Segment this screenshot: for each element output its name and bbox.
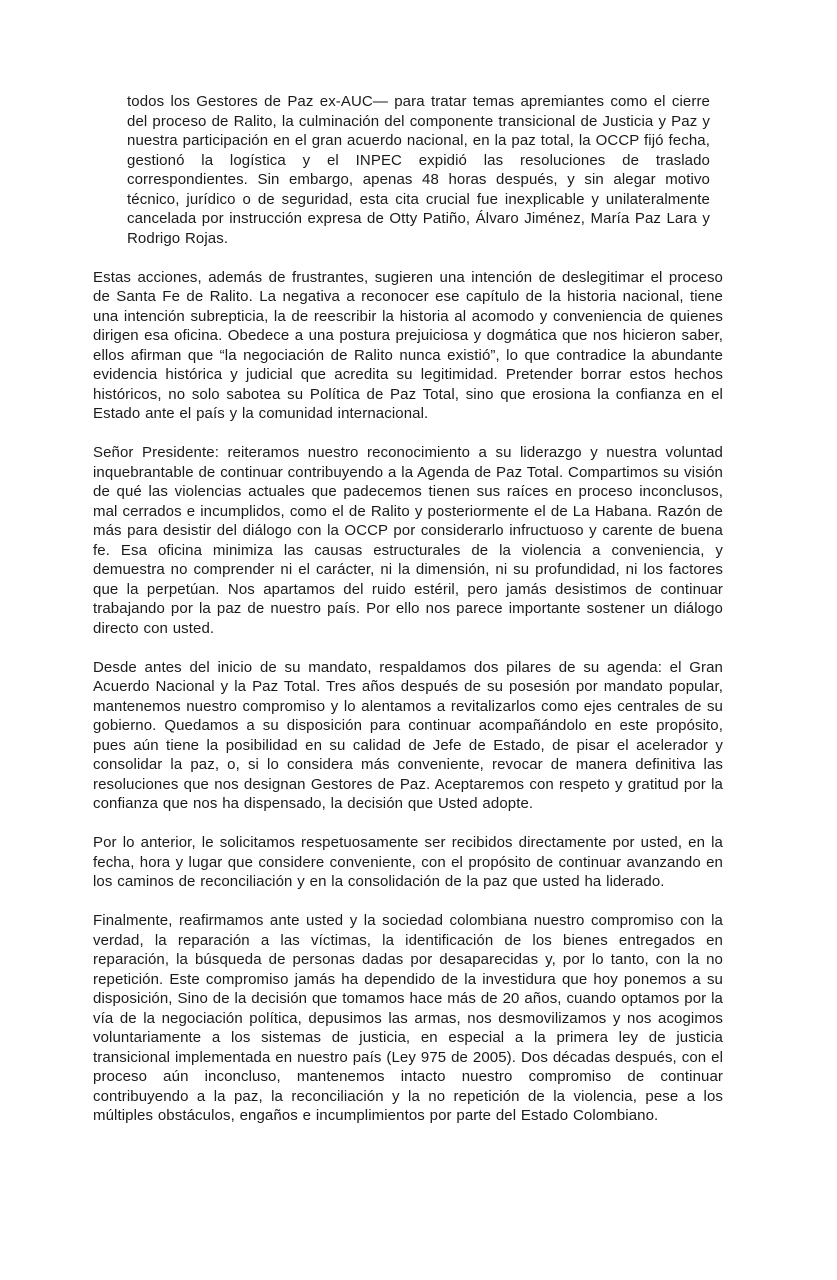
paragraph-solicitud-audiencia: Por lo anterior, le solicitamos respetuosamente ser recibidos directamente por usted, en la fecha, hora y lugar que considere conveniente, con el propósito de continuar avanzando en los caminos de reconciliación y en la consolidación de la paz que usted ha liderado. xyxy=(93,834,723,890)
paragraph-compromiso-final: Finalmente, reafirmamos ante usted y la sociedad colombiana nuestro compromiso con la verdad, la reparación a las víctimas, la identificación de los bienes entregados en reparación, la búsqueda de personas dadas por desaparecidas y, por lo tanto, con la no repetición. Este compromiso jamás ha dependido de la investidura que hoy ponemos a su disposición, Sino de la decisión que tomamos hace más de 20 años, cuando optamos por la vía de la negociación política, depusimos las armas, nos desmovilizamos y nos acogimos voluntariamente a los sistemas de justicia, en especial a la primera ley de justicia transicional implementada en nuestro país (Ley 975 de 2005). Dos décadas después, con el proceso aún inconcluso, mantenemos intacto nuestro compromiso de continuar contribuyendo a la paz, la reconciliación y la no repetición de la violencia, pese a los múltiples obstáculos, engaños e incumplimientos por parte del Estado Colombiano. xyxy=(93,912,723,1124)
paragraph-senor-presidente: Señor Presidente: reiteramos nuestro reconocimiento a su liderazgo y nuestra voluntad inquebrantable de continuar contribuyendo a la Agenda de Paz Total. Compartimos su visión de qué las violencias actuales que padecemos tienen sus raíces en proceso inconclusos, mal cerrados e incumplidos, como el de Ralito y posteriormente el de La Habana. Razón de más para desistir del diálogo con la OCCP por considerarlo infructuoso y carente de buena fe. Esa oficina minimiza las causas estructurales de la violencia a conveniencia, y demuestra no comprender ni el carácter, ni la dimensión, ni su profundidad, ni los factores que la perpetúan. Nos apartamos del ruido estéril, pero jamás desistimos de continuar trabajando por la paz de nuestro país. Por ello nos parece importante sostener un diálogo directo con usted. xyxy=(93,444,723,637)
paragraph-dos-pilares: Desde antes del inicio de su mandato, respaldamos dos pilares de su agenda: el Gran Acuerdo Nacional y la Paz Total. Tres años después de su posesión por mandato popular, mantenemos nuestro compromiso y lo alentamos a revitalizarlos como ejes centrales de su gobierno. Quedamos a su disposición para continuar acompañándolo en este propósito, pues aún tiene la posibilidad en su calidad de Jefe de Estado, de pisar el acelerador y consolidar la paz, o, si lo considera más conveniente, revocar de manera definitiva las resoluciones que nos designan Gestores de Paz. Aceptaremos con respeto y gratitud por la confianza que nos ha dispensado, la decisión que Usted adopte. xyxy=(93,658,723,812)
letter-body xyxy=(93,92,723,1126)
paragraph-ralito-delegitimization: Estas acciones, además de frustrantes, sugieren una intención de deslegitimar el proceso de Santa Fe de Ralito. La negativa a reconocer ese capítulo de la historia nacional, tiene una intención subrepticia, la de reescribir la historia al acomodo y conveniencia de quienes dirigen esa oficina. Obedece a una postura prejuiciosa y dogmática que nos hicieron saber, ellos afirman que “la negociación de Ralito nunca existió”, lo que contradice la abundante evidencia histórica y judicial que acredita su legitimidad. Pretender borrar estos hechos históricos, no solo sabotea su Política de Paz Total, sino que erosiona la confianza en el Estado ante el país y la comunidad internacional. xyxy=(93,268,723,422)
paragraph-quote-continuation: todos los Gestores de Paz ex-AUC— para tratar temas apremiantes como el cierre del proceso de Ralito, la culminación del componente transicional de Justicia y Paz y nuestra participación en el gran acuerdo nacional, en la paz total, la OCCP fijó fecha, gestionó la logística y el INPEC expidió las resoluciones de traslado correspondientes. Sin embargo, apenas 48 horas después, y sin alegar motivo técnico, jurídico o de seguridad, esta cita crucial fue inexplicable y unilateralmente cancelada por instrucción expresa de Otty Patiño, Álvaro Jiménez, María Paz Lara y Rodrigo Rojas. xyxy=(127,93,710,247)
